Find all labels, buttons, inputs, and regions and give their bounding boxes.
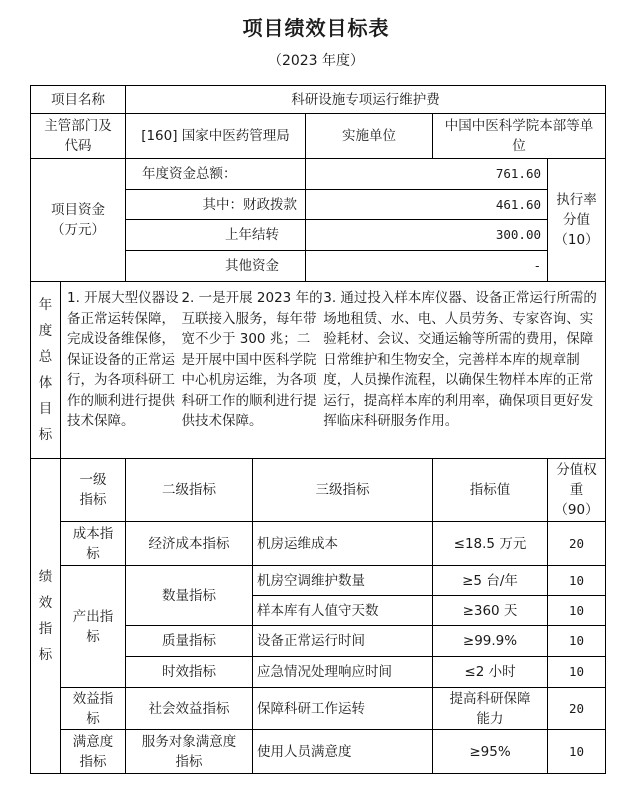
page-subtitle: （2023 年度） (267, 53, 365, 69)
dept-label: 主管部门及代码 (30, 113, 126, 159)
performance-indicator-label: 绩效指标 (30, 458, 61, 774)
impl-unit-value: 中国中医科学院本部等单位 (432, 113, 606, 159)
indicator-weight: 10 (547, 625, 606, 657)
header-weight: 分值权重（90） (547, 458, 606, 522)
indicator-weight: 10 (547, 729, 606, 774)
level2-quality: 质量指标 (125, 625, 253, 657)
level3-indicator: 设备正常运行时间 (252, 625, 433, 657)
level2-economic-cost: 经济成本指标 (125, 521, 253, 566)
annual-goal-label: 年度总体目标 (30, 281, 61, 459)
indicator-value: ≥5 台/年 (432, 565, 548, 596)
indicator-value: ≥360 天 (432, 595, 548, 626)
funding-row-label: 年度资金总额： (125, 158, 306, 190)
funding-row-label: 其他资金 (125, 250, 306, 282)
level3-indicator: 使用人员满意度 (252, 729, 433, 774)
indicator-weight: 20 (547, 687, 606, 730)
goal-item: 1. 开展大型仪器设备正常运转保障，完成设备维保修，保证设备的正常运行，为各项科研工作的顺利进行提供技术保障。 (67, 290, 179, 429)
level1-cost: 成本指标 (60, 521, 126, 566)
level2-timeliness: 时效指标 (125, 656, 253, 688)
indicator-value: ≥99.9% (432, 625, 548, 657)
header-level2: 二级指标 (125, 458, 253, 522)
project-name-label: 项目名称 (30, 85, 126, 114)
impl-unit-label: 实施单位 (305, 113, 433, 159)
execution-rate-score-label: 执行率分值（10） (547, 158, 606, 282)
indicator-weight: 10 (547, 656, 606, 688)
funding-row-label: 其中：财政拨款 (125, 189, 306, 220)
indicator-value: ≥95% (432, 729, 548, 774)
level1-satisfaction: 满意度指标 (60, 729, 126, 774)
project-name-value: 科研设施专项运行维护费 (125, 85, 606, 114)
level2-service-satisfaction: 服务对象满意度指标 (125, 729, 253, 774)
funding-row-value: 300.00 (305, 219, 548, 251)
level3-indicator: 应急情况处理响应时间 (252, 656, 433, 688)
level2-quantity: 数量指标 (125, 565, 253, 626)
indicator-value: ≤18.5 万元 (432, 521, 548, 566)
indicator-value: 提高科研保障能力 (432, 687, 548, 730)
annual-goal-content (60, 281, 606, 459)
funding-row-value: 461.60 (305, 189, 548, 220)
page-title: 项目绩效目标表 (242, 16, 390, 40)
indicator-value: ≤2 小时 (432, 656, 548, 688)
level3-indicator: 机房运维成本 (252, 521, 433, 566)
goal-item: 3. 通过投入样本库仪器、设备正常运行所需的场地租赁、水、电、人员劳务、专家咨询、实验耗材、会议、交通运输等所需的费用，保障日常维护和生物安全，完善样本库的规章制度，人员操作流程，以确保生物样本库的正常运行，提高样本库的利用率，确保项目更好发挥临床科研服务作用。 (323, 290, 597, 429)
funding-row-label: 上年结转 (125, 219, 306, 251)
level1-benefit: 效益指标 (60, 687, 126, 730)
level3-indicator: 样本库有人值守天数 (252, 595, 433, 626)
header-level3: 三级指标 (252, 458, 433, 522)
dept-value: [160] 国家中医药管理局 (125, 113, 306, 159)
header-value: 指标值 (432, 458, 548, 522)
indicator-weight: 10 (547, 565, 606, 596)
level3-indicator: 机房空调维护数量 (252, 565, 433, 596)
indicator-weight: 10 (547, 595, 606, 626)
goal-item: 2. 一是开展 2023 年的互联接入服务，每年带宽不少于 300 兆；二是开展中国中医科学院中心机房运维，为各项科研工作的顺利进行提供技术保障。 (181, 290, 323, 429)
indicator-weight: 20 (547, 521, 606, 566)
level2-social-benefit: 社会效益指标 (125, 687, 253, 730)
funding-row-value: - (305, 250, 548, 282)
funding-label: 项目资金（万元） (30, 158, 126, 282)
level1-output: 产出指标 (60, 565, 126, 688)
funding-row-value: 761.60 (305, 158, 548, 190)
level3-indicator: 保障科研工作运转 (252, 687, 433, 730)
header-level1: 一级指标 (60, 458, 126, 522)
